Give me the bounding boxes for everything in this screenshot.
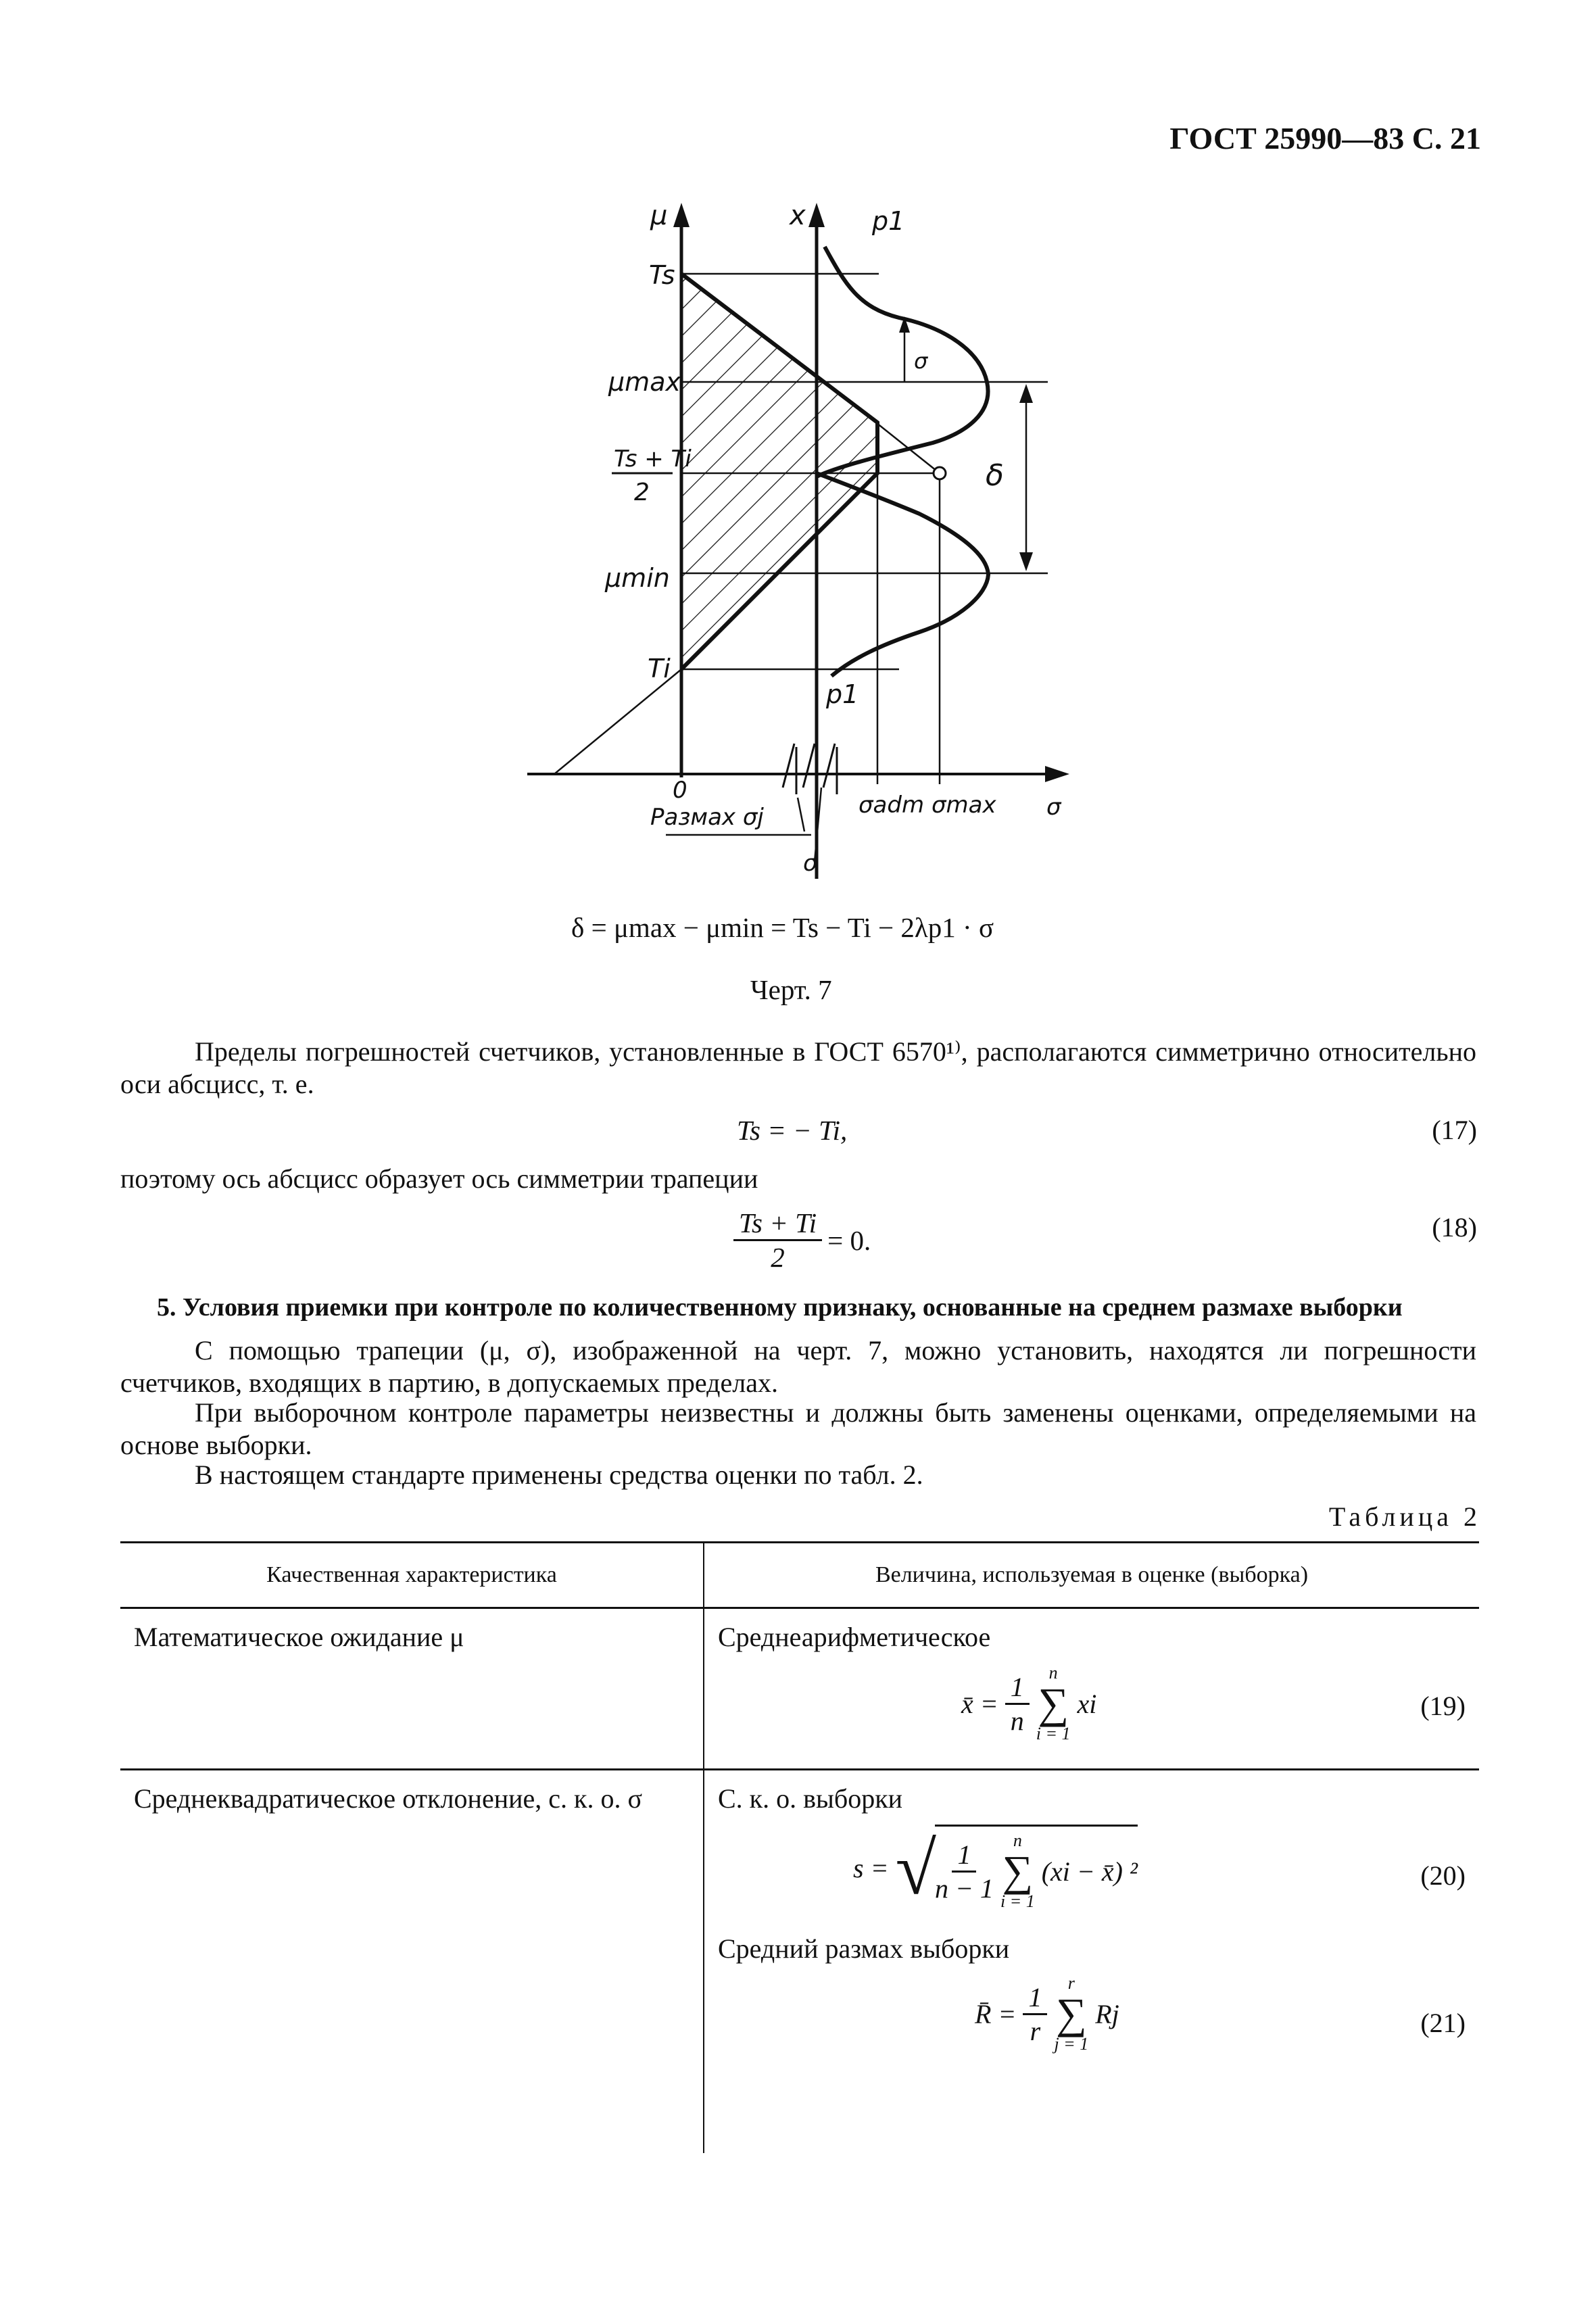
row2-estimate-name: С. к. о. выборки [718,1783,903,1814]
mu-axis-arrow [673,203,690,227]
sigma-below-label: σ [803,850,818,877]
equation-18 [733,1207,871,1274]
mid-num-label: Ts + Ti [614,445,692,473]
p1-bottom-label: p1 [826,679,859,709]
formula-20-fraction [935,1839,994,1904]
table-header-characteristic: Качественная характеристика [120,1543,704,1608]
mu-max-label: μmax [608,367,681,397]
ts-label: Ts [649,260,675,290]
paragraph-4: При выборочном контроле параметры неизвестны и должны быть заменены оценками, определяемыми на основе выборки. [120,1397,1476,1460]
formula-21-sum-bottom: j = 1 [1054,2034,1089,2054]
formula-20-lhs: s = [853,1853,889,1883]
formula-20-numerator: 1 [952,1839,976,1873]
ti-label: Ti [648,654,671,683]
formula-20-sum-bottom: i = 1 [1000,1891,1035,1911]
p1-top-label: p1 [872,206,905,236]
formula-19-numerator: 1 [1005,1671,1030,1705]
formula-19-term: xi [1077,1688,1097,1719]
formula-21-lhs: R̄ = [975,1998,1017,2029]
trapezoid-diagram [514,183,1095,879]
delta-label: δ [986,458,1004,493]
section-5-title: 5. Условия приемки при контроле по количественному признаку, основанные на среднем размахе выборки [157,1293,1403,1322]
equation-17: Ts = − Ti, [737,1115,848,1146]
formula-20-sum [1000,1831,1035,1912]
sigma-axis-label: σ [1046,794,1061,821]
formula-20-term: (xi − x̄) ² [1041,1856,1138,1887]
table-header-estimate: Величина, используемая в оценке (выборка) [875,1562,1309,1587]
table-row [120,1608,1479,1770]
formula-21-sum-top: r [1067,1973,1075,1993]
formula-21-term: Rj [1095,1998,1119,2029]
mu-min-label: μmin [605,563,670,593]
sigma-max-label: σmax [932,792,996,819]
equation-18-number: (18) [1432,1212,1477,1243]
formula-20-sum-top: n [1013,1831,1022,1850]
formula-20-number: (20) [1420,1860,1466,1891]
sigma-symbol: ∑ [1002,1847,1034,1895]
formula-19-lhs: x̄ = [961,1688,998,1719]
formula-19-denominator: n [1010,1705,1024,1736]
zero-label: 0 [673,777,687,804]
equation-18-denominator: 2 [771,1242,785,1273]
x-axis-label: x [790,200,806,231]
row1-characteristic: Математическое ожидание μ [120,1608,704,1770]
equation-18-numerator: Ts + Ti [733,1207,822,1241]
formula-21-fraction [1023,1981,1047,2047]
formula-19-sum [1036,1663,1071,1744]
formula-21-numerator: 1 [1023,1981,1047,2015]
formula-21-denominator: r [1030,2015,1041,2046]
sigma-symbol: ∑ [1056,1989,1087,2037]
equation-18-rest: = 0. [827,1224,871,1256]
row2-characteristic: Среднеквадратическое отклонение, с. к. о. σ [120,1770,704,2154]
sigma-arrow-label: σ [914,348,928,374]
figure-caption: Черт. 7 [750,974,832,1005]
equation-18-fraction [733,1207,822,1274]
sigma-adm-label: σadm [859,792,925,819]
formula-19-number: (19) [1420,1691,1466,1721]
x-axis-arrow [808,203,825,227]
formula-20-radicand [935,1825,1138,1912]
paragraph-3: С помощью трапеции (μ, σ), изображенной на черт. 7, можно установить, находятся ли погрешности счетчиков, входящих в партию, в допускаемых пределах. [120,1335,1476,1398]
delta-formula: δ = μmax − μmin = Ts − Ti − 2λp1 · σ [571,912,994,943]
table-2 [120,1541,1479,2153]
range-label: Размах σj [650,804,764,831]
equation-17-number: (17) [1432,1115,1477,1145]
formula-19 [961,1663,1096,1744]
sqrt-symbol: √ [895,1827,936,1910]
formula-21 [975,1973,1119,2054]
paragraph-1: Пределы погрешностей счетчиков, установленные в ГОСТ 6570¹⁾, располагаются симметрично относительно оси абсцисс, т. е. [120,1036,1476,1099]
mid-den-label: 2 [634,479,650,506]
formula-20 [853,1825,1138,1912]
row2-estimate-name-2: Средний размах выборки [718,1933,1010,1964]
formula-20-denominator: n − 1 [934,1873,994,1904]
mu-axis-label: μ [650,200,668,231]
formula-21-number: (21) [1420,2008,1466,2038]
row2-estimate-cell [704,1770,1479,2154]
point-marker [934,467,946,479]
table-row [120,1770,1479,2154]
hatched-area [681,274,877,669]
sigma-axis-arrow [1045,766,1069,782]
table-header-row [120,1543,1479,1608]
row1-estimate-cell [704,1608,1479,1770]
row1-estimate-name: Среднеарифметическое [718,1622,991,1652]
page-header: ГОСТ 25990—83 С. 21 [1169,121,1481,155]
formula-19-sum-top: n [1048,1663,1058,1683]
formula-21-sum [1054,1973,1088,2054]
paragraph-5: В настоящем стандарте применены средства оценки по табл. 2. [195,1459,923,1490]
paragraph-2: поэтому ось абсцисс образует ось симметрии трапеции [120,1163,758,1194]
sigma-symbol: ∑ [1038,1679,1069,1727]
formula-19-fraction [1005,1671,1030,1737]
table-title: Таблица 2 [1328,1501,1481,1532]
formula-19-sum-bottom: i = 1 [1036,1724,1071,1743]
